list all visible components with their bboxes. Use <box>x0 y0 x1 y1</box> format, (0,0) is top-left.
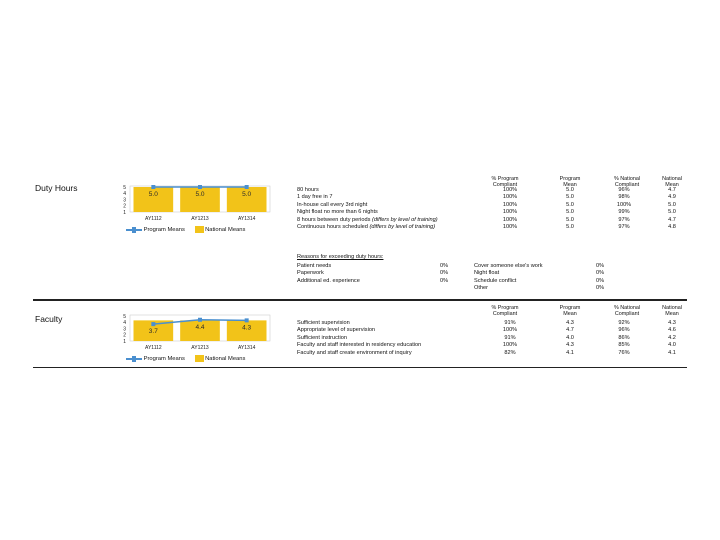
program-mean: 5.0 <box>566 201 574 208</box>
x-tick-label: AY1112 <box>144 216 162 222</box>
reason-label: Schedule conflict <box>474 277 517 284</box>
data-label: 4.4 <box>195 323 205 331</box>
table-row <box>297 335 689 342</box>
y-tick-label: 4 <box>123 191 126 198</box>
faculty-header-program-mean: Program Mean <box>559 305 581 317</box>
table-row <box>297 320 689 327</box>
national-mean: 5.0 <box>668 201 676 208</box>
x-tick-label: AY1314 <box>237 345 256 351</box>
national-mean: 5.0 <box>668 209 676 216</box>
y-tick-label: 2 <box>123 203 126 210</box>
legend-label-program: Program Means <box>143 227 185 234</box>
program-mean: 5.0 <box>566 209 574 216</box>
duty-hours-table <box>297 187 689 231</box>
faculty-legend <box>126 355 245 362</box>
program-compliant: 100% <box>502 201 518 208</box>
program-compliant: 100% <box>502 194 518 201</box>
reason-label: Paperwork <box>297 270 324 277</box>
x-tick-label: AY1314 <box>237 216 256 222</box>
table-row <box>297 202 689 209</box>
row-item-text: Continuous hours scheduled <box>297 223 370 230</box>
reason-label: Cover someone else's work <box>474 263 543 269</box>
faculty-title: Faculty <box>35 314 63 324</box>
line-point <box>151 322 155 326</box>
reason-value: 0% <box>440 263 449 269</box>
duty-header-program-mean: Program Mean <box>559 176 581 188</box>
data-label: 3.7 <box>148 328 158 336</box>
national-compliant: 97% <box>618 216 630 223</box>
row-item-text: 8 hours between duty periods <box>297 216 372 223</box>
row-item: 1 day free in 7 <box>297 194 333 201</box>
national-compliant: 96% <box>618 327 630 334</box>
national-means-swatch <box>195 355 204 362</box>
national-compliant: 99% <box>618 209 630 216</box>
reason-value: 0% <box>596 277 605 284</box>
program-compliant: 100% <box>502 187 518 193</box>
row-item: In-house call every 3rd night <box>297 201 368 208</box>
duty-header-national-mean: National Mean <box>662 176 682 188</box>
y-tick-label: 3 <box>123 197 126 204</box>
table-row <box>297 187 689 194</box>
program-mean: 5.0 <box>566 216 574 223</box>
reason-value: 0% <box>440 277 449 284</box>
row-item <box>297 224 435 231</box>
faculty-header-national-compliant: % National Compliant <box>613 305 641 317</box>
data-label: 4.3 <box>242 324 252 332</box>
data-label: 5.0 <box>195 191 205 198</box>
national-means-swatch <box>195 226 204 233</box>
legend-label-national: National Means <box>205 356 246 363</box>
faculty-header-program-compliant: % Program Compliant <box>491 305 519 317</box>
national-mean: 4.3 <box>668 320 676 326</box>
reasons-right-labels <box>474 263 543 293</box>
y-tick-label: 5 <box>123 313 126 320</box>
section-divider-bottom <box>33 367 687 368</box>
y-tick-label: 5 <box>123 184 126 191</box>
table-row <box>297 209 689 216</box>
row-item: Faculty and staff interested in residency education <box>297 342 422 349</box>
program-compliant: 100% <box>502 327 518 334</box>
y-tick-label: 1 <box>123 338 126 345</box>
program-compliant: 100% <box>502 216 518 223</box>
program-mean: 4.3 <box>566 342 574 349</box>
national-mean: 4.7 <box>668 216 676 223</box>
duty-hours-title: Duty Hours <box>35 183 78 193</box>
line-point <box>198 318 202 322</box>
national-compliant: 85% <box>618 342 630 349</box>
line-point <box>198 185 202 189</box>
x-tick-label: AY1112 <box>144 345 162 351</box>
row-item-note: (differs by level of training) <box>369 223 436 230</box>
national-compliant: 97% <box>618 223 630 230</box>
table-row <box>297 342 689 349</box>
reasons-title: Reasons for exceeding duty hours: <box>297 254 384 260</box>
table-row <box>297 194 689 201</box>
table-row <box>297 224 689 231</box>
table-row <box>297 327 689 334</box>
reason-value: 0% <box>596 285 605 292</box>
national-compliant: 96% <box>618 187 630 193</box>
row-item: 80 hours <box>297 187 319 193</box>
row-item-note: (differs by level of training) <box>371 216 438 223</box>
program-compliant: 82% <box>504 349 516 356</box>
reasons-right-values <box>596 263 604 293</box>
reason-value: 0% <box>596 263 605 269</box>
row-item: Sufficient instruction <box>297 334 347 341</box>
x-tick-label: AY1213 <box>191 216 209 222</box>
program-mean: 4.0 <box>566 334 574 341</box>
national-compliant: 92% <box>618 320 630 326</box>
duty-header-national-compliant: % National Compliant <box>613 176 641 188</box>
reasons-left-labels <box>297 263 360 285</box>
national-mean: 4.9 <box>668 194 676 201</box>
y-tick-label: 3 <box>123 326 126 333</box>
national-compliant: 100% <box>616 201 632 208</box>
program-mean: 4.1 <box>566 349 574 356</box>
data-label: 5.0 <box>148 191 158 198</box>
row-item: Faculty and staff create environment of inquiry <box>297 349 412 356</box>
line-point <box>245 185 249 189</box>
national-compliant: 86% <box>618 334 630 341</box>
faculty-table <box>297 320 689 357</box>
row-item: Sufficient supervision <box>297 320 350 326</box>
reason-label: Night float <box>474 270 500 277</box>
reasons-left-values <box>440 263 448 285</box>
section-divider <box>33 299 687 301</box>
row-item: Appropriate level of supervision <box>297 327 376 334</box>
line-point <box>245 318 249 322</box>
y-tick-label: 2 <box>123 332 126 339</box>
national-compliant: 76% <box>618 349 630 356</box>
program-mean: 5.0 <box>566 194 574 201</box>
reason-label: Additional ed. experience <box>297 277 360 284</box>
reason-value: 0% <box>596 270 605 277</box>
y-tick-label: 1 <box>123 209 126 216</box>
program-mean: 4.7 <box>566 327 574 334</box>
program-compliant: 100% <box>502 209 518 216</box>
national-mean: 4.8 <box>668 223 676 230</box>
program-compliant: 91% <box>504 320 516 326</box>
table-row <box>297 217 689 224</box>
program-means-swatch <box>126 229 142 231</box>
reason-label: Other <box>474 285 488 292</box>
line-point <box>151 185 155 189</box>
row-item <box>297 217 438 224</box>
national-compliant: 98% <box>618 194 630 201</box>
reason-label: Patient needs <box>297 263 332 269</box>
program-mean: 5.0 <box>566 187 574 193</box>
row-item: Night float no more than 6 nights <box>297 209 378 216</box>
x-tick-label: AY1213 <box>191 345 209 351</box>
legend-label-program: Program Means <box>143 356 185 363</box>
national-mean: 4.0 <box>668 342 676 349</box>
faculty-header-national-mean: National Mean <box>662 305 682 317</box>
national-mean: 4.6 <box>668 327 676 334</box>
program-compliant: 100% <box>502 223 518 230</box>
national-mean: 4.2 <box>668 334 676 341</box>
national-mean: 4.7 <box>668 187 676 193</box>
program-mean: 5.0 <box>566 223 574 230</box>
program-compliant: 91% <box>504 334 516 341</box>
data-label: 5.0 <box>242 191 252 198</box>
program-mean: 4.3 <box>566 320 574 326</box>
national-mean: 4.1 <box>668 349 676 356</box>
duty-header-program-compliant: % Program Compliant <box>491 176 519 188</box>
program-means-swatch <box>126 358 142 360</box>
duty-hours-legend <box>126 226 245 233</box>
y-tick-label: 4 <box>123 320 126 327</box>
reason-value: 0% <box>440 270 449 277</box>
legend-label-national: National Means <box>205 227 246 234</box>
table-row <box>297 350 689 357</box>
program-compliant: 100% <box>502 342 518 349</box>
